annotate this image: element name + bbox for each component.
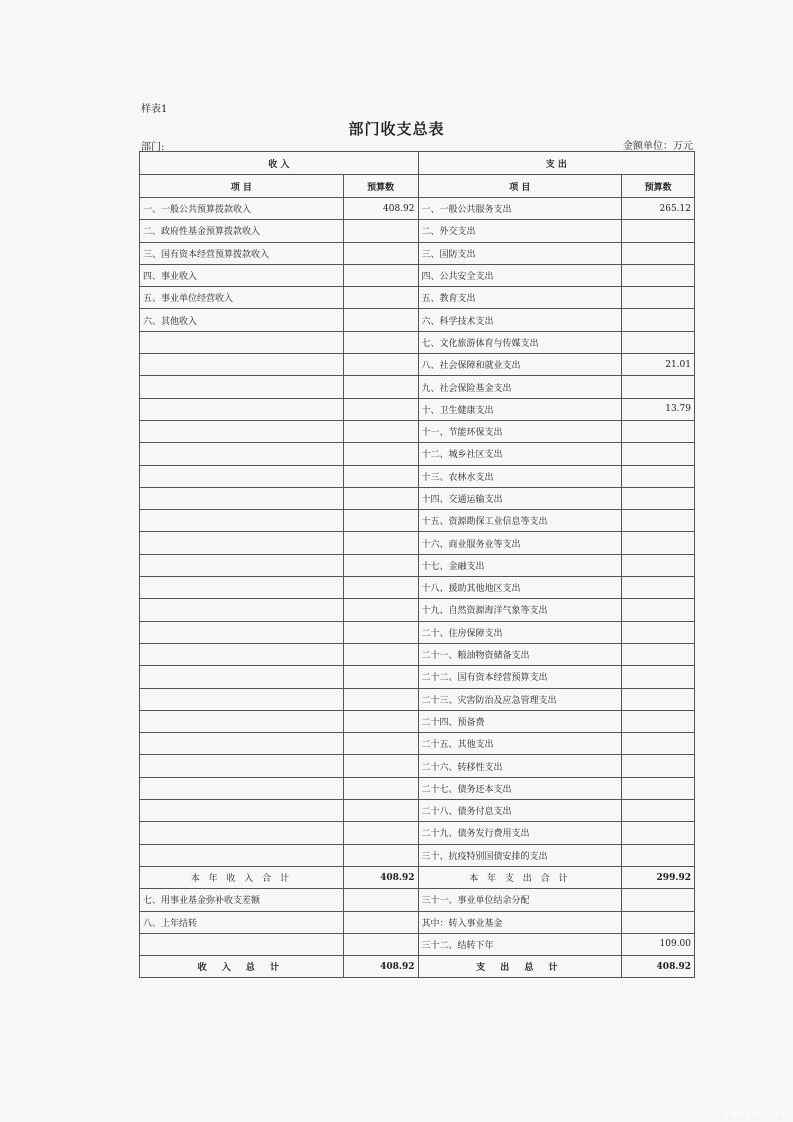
- income-value-cell: [343, 420, 418, 442]
- table-row: [140, 510, 695, 532]
- table-row: [140, 443, 695, 465]
- department-label: 部门:: [141, 142, 165, 153]
- income-value-cell: [343, 733, 418, 755]
- expense-item-cell: 二十二、国有资本经营预算支出: [418, 666, 622, 688]
- expense-item-cell: 十二、城乡社区支出: [418, 443, 622, 465]
- table-row: [140, 264, 695, 286]
- table-row: [140, 532, 695, 554]
- income-item-cell: 六、其他收入: [140, 309, 344, 331]
- table-row: [140, 577, 695, 599]
- expense-grand-total-label: 支 出 总 计: [418, 956, 622, 978]
- expense-value-cell: [622, 577, 695, 599]
- expense-item-header: 项 目: [418, 175, 622, 198]
- income-value-cell: [343, 487, 418, 509]
- expense-item-cell: 五、教育支出: [418, 287, 622, 309]
- income-value-cell: [343, 844, 418, 866]
- table-row: [140, 889, 695, 911]
- expense-item-cell: 九、社会保险基金支出: [418, 376, 622, 398]
- income-item-cell: [140, 800, 344, 822]
- table-row: [140, 287, 695, 309]
- table-row: [140, 688, 695, 710]
- income-item-cell: [140, 354, 344, 376]
- expense-item-cell: 十四、交通运输支出: [418, 487, 622, 509]
- expense-value-cell: [622, 510, 695, 532]
- subtotal-row: [140, 866, 695, 888]
- expense-item-cell: 二十四、预备费: [418, 710, 622, 732]
- income-item-cell: [140, 621, 344, 643]
- income-item-cell: [140, 666, 344, 688]
- income-value-cell: [343, 376, 418, 398]
- income-value-cell: [343, 755, 418, 777]
- table-row: [140, 933, 695, 955]
- income-item-cell: 四、事业收入: [140, 264, 344, 286]
- table-row: [140, 465, 695, 487]
- expense-item-cell: 二十八、债务付息支出: [418, 800, 622, 822]
- table-row: [140, 755, 695, 777]
- expense-value-cell: [622, 420, 695, 442]
- expense-item-cell: 十一、节能环保支出: [418, 420, 622, 442]
- expense-value-cell: [622, 331, 695, 353]
- expense-budget-header: 预算数: [622, 175, 695, 198]
- expense-value-cell: [622, 777, 695, 799]
- income-value-cell: [343, 554, 418, 576]
- expense-value-cell: [622, 376, 695, 398]
- group-header-row: [140, 152, 695, 175]
- expense-value-cell: [622, 755, 695, 777]
- table-row: [140, 822, 695, 844]
- income-item-cell: [140, 777, 344, 799]
- table-row: [140, 398, 695, 420]
- income-value-cell: [343, 242, 418, 264]
- table-row: [140, 800, 695, 822]
- income-value-cell: [343, 443, 418, 465]
- income-grand-total-label: 收 入 总 计: [140, 956, 344, 978]
- expense-value-cell: 265.12: [622, 198, 695, 220]
- income-subtotal-value: 408.92: [343, 866, 418, 888]
- income-item-cell: 二、政府性基金预算拨款收入: [140, 220, 344, 242]
- expense-item-cell: 六、科学技术支出: [418, 309, 622, 331]
- expense-value-cell: [622, 242, 695, 264]
- income-value-cell: [343, 643, 418, 665]
- income-subtotal-label: 本 年 收 入 合 计: [140, 866, 344, 888]
- income-value-cell: [343, 398, 418, 420]
- expense-item-cell: 二十五、其他支出: [418, 733, 622, 755]
- table-row: [140, 666, 695, 688]
- expense-value-cell: [622, 844, 695, 866]
- expense-item-cell: 二十六、转移性支出: [418, 755, 622, 777]
- income-value-cell: [343, 599, 418, 621]
- income-item-cell: [140, 755, 344, 777]
- expense-item-cell: 二十七、债务还本支出: [418, 777, 622, 799]
- expense-item-cell: 十九、自然资源海洋气象等支出: [418, 599, 622, 621]
- expense-item-cell: 三十二、结转下年: [418, 933, 622, 955]
- expense-value-cell: [622, 643, 695, 665]
- table-row: [140, 554, 695, 576]
- expense-value-cell: [622, 443, 695, 465]
- expense-item-cell: 十三、农林水支出: [418, 465, 622, 487]
- income-item-cell: [140, 487, 344, 509]
- income-value-cell: [343, 532, 418, 554]
- expense-value-cell: [622, 287, 695, 309]
- income-value-cell: [343, 911, 418, 933]
- income-value-cell: [343, 309, 418, 331]
- income-item-cell: [140, 599, 344, 621]
- income-item-cell: [140, 443, 344, 465]
- expense-value-cell: [622, 621, 695, 643]
- expense-value-cell: [622, 554, 695, 576]
- income-item-cell: [140, 577, 344, 599]
- income-value-cell: [343, 822, 418, 844]
- income-item-header: 项 目: [140, 175, 344, 198]
- income-value-cell: [343, 800, 418, 822]
- income-value-cell: 408.92: [343, 198, 418, 220]
- expense-value-cell: 13.79: [622, 398, 695, 420]
- expense-value-cell: [622, 309, 695, 331]
- income-item-cell: [140, 376, 344, 398]
- income-value-cell: [343, 287, 418, 309]
- income-item-cell: [140, 688, 344, 710]
- income-value-cell: [343, 710, 418, 732]
- expense-item-cell: 二十九、债务发行费用支出: [418, 822, 622, 844]
- unit-label: 金额单位：万元: [623, 141, 693, 152]
- income-item-cell: 七、用事业基金弥补收支差额: [140, 889, 344, 911]
- table-row: [140, 911, 695, 933]
- grand-total-row: [140, 956, 695, 978]
- expense-value-cell: 21.01: [622, 354, 695, 376]
- expense-value-cell: [622, 822, 695, 844]
- expense-value-cell: [622, 465, 695, 487]
- income-value-cell: [343, 688, 418, 710]
- expense-subtotal-label: 本 年 支 出 合 计: [418, 866, 622, 888]
- expense-value-cell: [622, 800, 695, 822]
- income-value-cell: [343, 933, 418, 955]
- income-item-cell: [140, 643, 344, 665]
- expense-value-cell: [622, 889, 695, 911]
- income-value-cell: [343, 264, 418, 286]
- expense-value-cell: [622, 710, 695, 732]
- expense-item-cell: 二十三、灾害防治及应急管理支出: [418, 688, 622, 710]
- income-value-cell: [343, 621, 418, 643]
- income-item-cell: 一、一般公共预算拨款收入: [140, 198, 344, 220]
- income-value-cell: [343, 331, 418, 353]
- expense-item-cell: 十、卫生健康支出: [418, 398, 622, 420]
- income-item-cell: [140, 532, 344, 554]
- income-value-cell: [343, 577, 418, 599]
- income-item-cell: 八、上年结转: [140, 911, 344, 933]
- table-row: [140, 220, 695, 242]
- expense-value-cell: [622, 532, 695, 554]
- expense-value-cell: [622, 264, 695, 286]
- income-group-header: 收 入: [140, 152, 419, 175]
- table-row: [140, 420, 695, 442]
- income-item-cell: [140, 554, 344, 576]
- expense-item-cell: 一、一般公共服务支出: [418, 198, 622, 220]
- income-item-cell: [140, 465, 344, 487]
- income-value-cell: [343, 777, 418, 799]
- income-grand-total-value: 408.92: [343, 956, 418, 978]
- income-item-cell: [140, 331, 344, 353]
- income-value-cell: [343, 510, 418, 532]
- table-row: [140, 599, 695, 621]
- expense-value-cell: [622, 220, 695, 242]
- expense-item-cell: 其中：转入事业基金: [418, 911, 622, 933]
- income-item-cell: 五、事业单位经营收入: [140, 287, 344, 309]
- table-row: [140, 621, 695, 643]
- income-value-cell: [343, 220, 418, 242]
- income-value-cell: [343, 465, 418, 487]
- expense-item-cell: 八、社会保障和就业支出: [418, 354, 622, 376]
- income-value-cell: [343, 666, 418, 688]
- income-value-cell: [343, 354, 418, 376]
- expense-value-cell: 109.00: [622, 933, 695, 955]
- expense-grand-total-value: 408.92: [622, 956, 695, 978]
- table-row: [140, 710, 695, 732]
- table-row: [140, 487, 695, 509]
- income-item-cell: [140, 510, 344, 532]
- income-item-cell: [140, 398, 344, 420]
- expense-value-cell: [622, 666, 695, 688]
- expense-value-cell: [622, 911, 695, 933]
- table-row: [140, 777, 695, 799]
- expense-item-cell: 三、国防支出: [418, 242, 622, 264]
- expense-item-cell: 二十、住房保障支出: [418, 621, 622, 643]
- table-row: [140, 376, 695, 398]
- income-item-cell: [140, 933, 344, 955]
- expense-value-cell: [622, 733, 695, 755]
- income-item-cell: [140, 420, 344, 442]
- expense-item-cell: 十八、援助其他地区支出: [418, 577, 622, 599]
- table-row: [140, 643, 695, 665]
- watermark: 1990etc.cn: [722, 1109, 789, 1120]
- page-title: 部门收支总表: [348, 120, 445, 138]
- table-row: [140, 242, 695, 264]
- income-item-cell: 三、国有资本经营预算拨款收入: [140, 242, 344, 264]
- expense-item-cell: 二、外交支出: [418, 220, 622, 242]
- expense-item-cell: 十六、商业服务业等支出: [418, 532, 622, 554]
- expense-item-cell: 三十、抗疫特别国债安排的支出: [418, 844, 622, 866]
- table-row: [140, 354, 695, 376]
- expense-value-cell: [622, 599, 695, 621]
- sample-label: 样表1: [141, 104, 168, 115]
- table-row: [140, 331, 695, 353]
- expense-value-cell: [622, 688, 695, 710]
- expense-item-cell: 三十一、事业单位结余分配: [418, 889, 622, 911]
- expense-subtotal-value: 299.92: [622, 866, 695, 888]
- expense-item-cell: 十七、金融支出: [418, 554, 622, 576]
- table-row: [140, 198, 695, 220]
- table-row: [140, 844, 695, 866]
- income-item-cell: [140, 710, 344, 732]
- expense-item-cell: 四、公共安全支出: [418, 264, 622, 286]
- income-item-cell: [140, 733, 344, 755]
- table-row: [140, 733, 695, 755]
- income-item-cell: [140, 822, 344, 844]
- expense-group-header: 支 出: [418, 152, 694, 175]
- budget-table: [139, 151, 695, 978]
- expense-item-cell: 七、文化旅游体育与传媒支出: [418, 331, 622, 353]
- expense-value-cell: [622, 487, 695, 509]
- income-item-cell: [140, 844, 344, 866]
- expense-item-cell: 二十一、粮油物资储备支出: [418, 643, 622, 665]
- income-budget-header: 预算数: [343, 175, 418, 198]
- table-row: [140, 309, 695, 331]
- column-header-row: [140, 175, 695, 198]
- expense-item-cell: 十五、资源勘探工业信息等支出: [418, 510, 622, 532]
- income-value-cell: [343, 889, 418, 911]
